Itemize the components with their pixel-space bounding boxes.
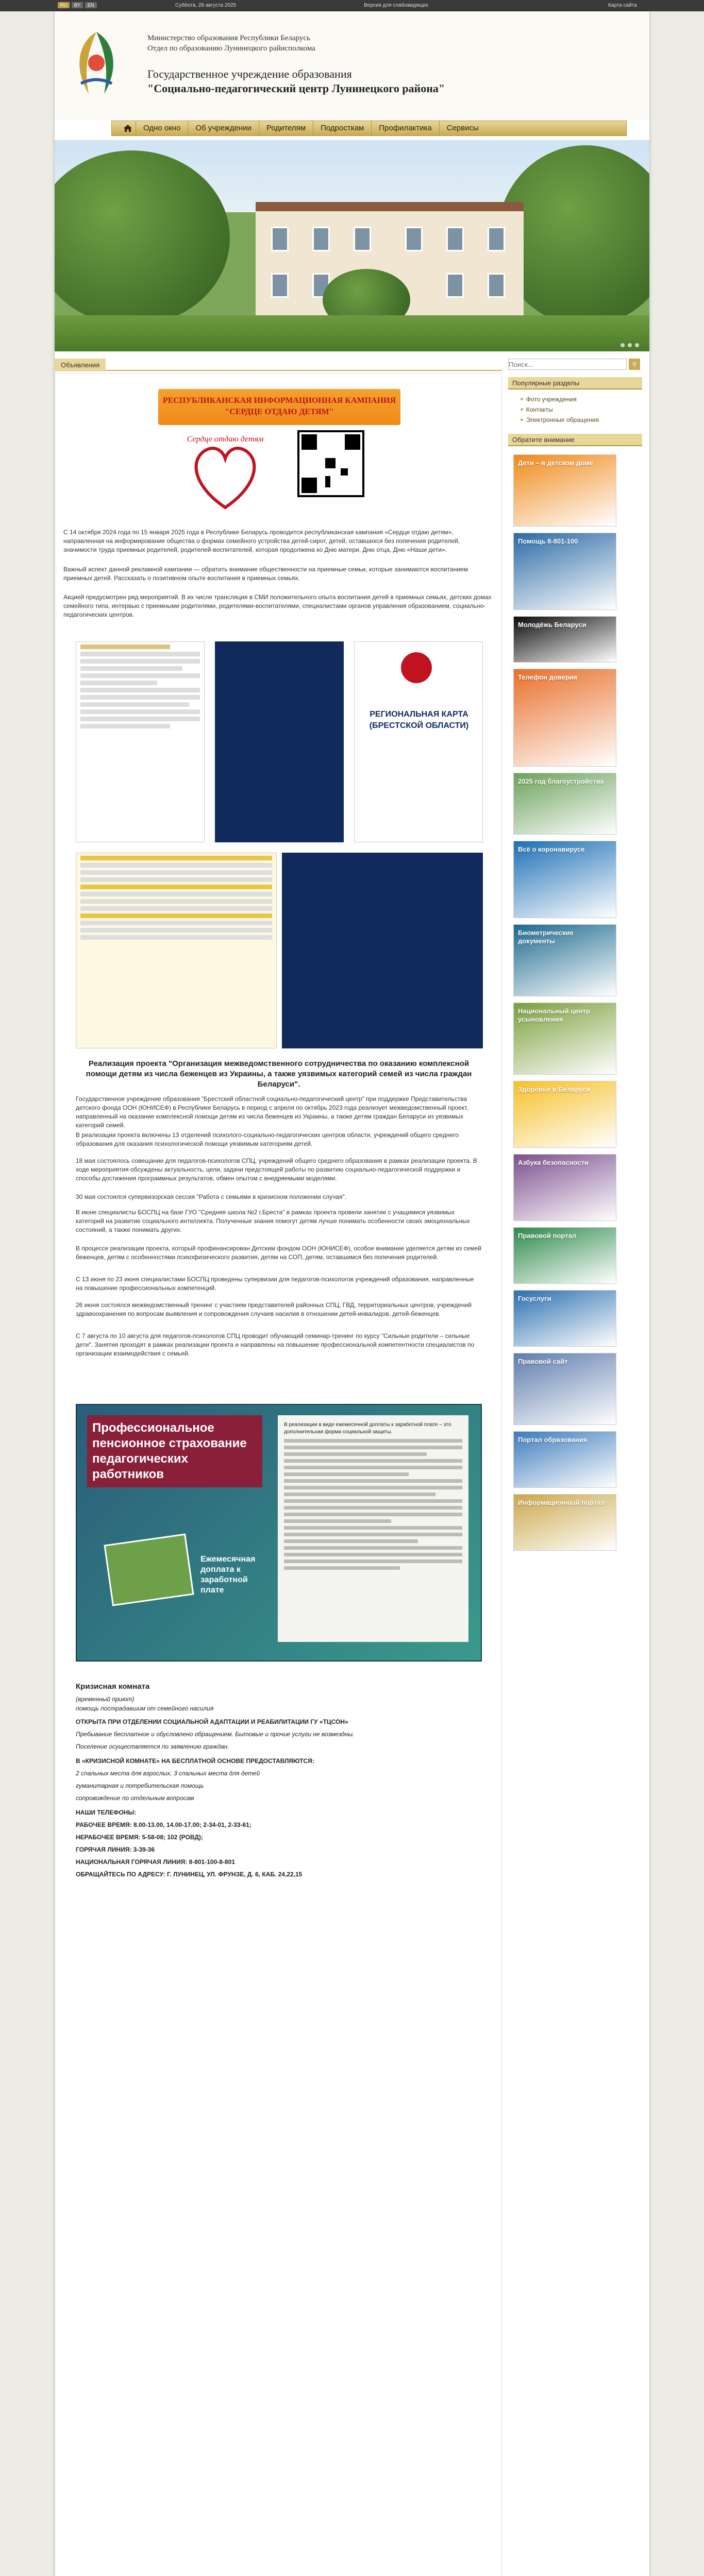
sidebar-banner[interactable] xyxy=(513,1353,616,1425)
sidebar-banner-label: Здоровье в Беларуси xyxy=(518,1086,591,1093)
crisis-heading: Кризисная комната xyxy=(76,1682,150,1691)
project-paragraph-2: В реализации проекта включены 13 отделений психолого-социально-педагогических центров области, учреждений общего среднего образования для оказания психологической помощи уязвимым категориям детей. xyxy=(76,1131,459,1147)
svg-text:Сердце отдаю детям: Сердце отдаю детям xyxy=(187,435,264,444)
low-vision-link[interactable]: Версия для слабовидящих xyxy=(364,3,429,8)
sidebar-banner-label: Телефон доверия xyxy=(518,673,578,681)
campaign-banner: РЕСПУБЛИКАНСКАЯ ИНФОРМАЦИОННАЯ КАМПАНИЯ "СЕРДЦЕ ОТДАЮ ДЕТЯМ" xyxy=(158,389,400,425)
sidebar-banner[interactable] xyxy=(513,454,616,527)
lang-by[interactable]: BY xyxy=(72,2,83,8)
lang-en[interactable]: EN xyxy=(85,2,97,8)
sidebar-banner[interactable] xyxy=(513,841,616,918)
sidebar-banner-label: Правовой портал xyxy=(518,1232,577,1240)
nav-one-window[interactable]: Одно окно xyxy=(136,121,188,135)
nav-services[interactable]: Сервисы xyxy=(439,121,486,135)
leaflet-contacts-2[interactable] xyxy=(215,641,344,842)
sidebar-banner-label: Азбука безопасности xyxy=(518,1159,589,1166)
ministry-name xyxy=(147,33,315,54)
project-paragraph-6: В процессе реализации проекта, который профинансирован Детским фондом ООН (ЮНИСЕФ), особое внимание уделяется детям из семей беженцев, детям с особенностями психофизического развития, детям на СОП, детям, оставшимся без попечения родителей. xyxy=(76,1245,481,1261)
sidebar-banner[interactable] xyxy=(513,1431,616,1488)
sidebar-banner-label: Госуслуги xyxy=(518,1295,551,1302)
campaign-paragraph-2: Важный аспект данной рекламной кампании — обратить внимание общественности на приемные семьи, которые занимаются воспитанием приемных детей. Рассказать о позитивном опыте воспитания в приемных семьях. xyxy=(63,566,468,582)
sidebar-banner[interactable] xyxy=(513,1081,616,1148)
sidebar-banner-label: Всё о коронавирусе xyxy=(518,845,585,853)
sidebar-banner[interactable] xyxy=(513,773,616,835)
sitemap-link[interactable]: Карта сайта xyxy=(608,3,637,8)
regional-map-leaflet[interactable] xyxy=(354,641,483,842)
nav-parents[interactable]: Родителям xyxy=(259,121,313,135)
project-paragraph-9: С 7 августа по 10 августа для педагогов-психологов СПЦ проводит обучающий семинар-тренинг по курсу "Сильные родители – сильные дети". Занятия проходят в рамках реализации проекта и направлены на повышение профессиональной компетентности специалистов по организации взаимодействия с семьей. xyxy=(76,1332,475,1357)
search-icon[interactable]: ⚲ xyxy=(629,359,640,370)
sidebar-banner-label: Национальный центр усыновления xyxy=(518,1007,590,1023)
nav-prevention[interactable]: Профилактика xyxy=(371,121,439,135)
qr-code[interactable] xyxy=(297,430,364,497)
popular-link-contacts[interactable]: ■ Контакты xyxy=(521,406,553,413)
institution-line-2: "Социально-педагогический центр Лунинецкого района" xyxy=(147,82,445,95)
ministry-line-2: Отдел по образованию Лунинецкого райисполкома xyxy=(147,44,315,53)
emblem-icon xyxy=(401,652,432,683)
sidebar-banner[interactable] xyxy=(513,1494,616,1551)
top-bar xyxy=(0,0,704,11)
leaflet-table-2[interactable] xyxy=(282,853,483,1048)
sidebar-banner[interactable] xyxy=(513,1290,616,1347)
nav-teens[interactable]: Подросткам xyxy=(313,121,371,135)
page xyxy=(55,11,649,2576)
sidebar-banner[interactable] xyxy=(513,616,616,663)
sidebar-banner-label: Информационный портал xyxy=(518,1499,605,1506)
project-title: Реализация проекта "Организация межведомственного сотрудничества по оказанию комплексной помощи детям из числа беженцев из Украины, а также уязвимых категорий семей из числа граждан Беларуси". xyxy=(86,1059,472,1089)
sidebar-banner-label: Биометрические документы xyxy=(518,929,574,945)
institution-name xyxy=(147,67,445,96)
sidebar-banner-label: Молодёжь Беларуси xyxy=(518,621,586,629)
poster-subtitle: Ежемесячная доплата к заработной плате xyxy=(200,1555,256,1595)
main-nav xyxy=(111,121,627,136)
leaflet-table-1[interactable] xyxy=(76,853,277,1048)
institution-logo[interactable] xyxy=(68,27,125,99)
popular-heading: Популярные разделы xyxy=(508,377,642,389)
project-paragraph-7: С 13 июня по 23 июня специалистами БОСПЦ проведены супервизии для педагогов-психологов учреждений образования, направленные на повышение профессиональных компетенций. xyxy=(76,1276,474,1292)
current-date: Суббота, 28 августа 2025 xyxy=(175,3,237,8)
leaflet-contacts-1[interactable] xyxy=(76,641,205,842)
pension-poster[interactable] xyxy=(76,1404,482,1662)
poster-title: Профессиональное пенсионное страхование педагогических работников xyxy=(87,1415,262,1487)
project-paragraph-5: В июне специалисты БОСПЦ на базе ГУО "Средняя школа №2 г.Бреста" в рамках проекта провели занятие с учащимися уязвимых категорий на развитие социального интеллекта. Полученные знания помогут детям лучше понимать особенности своих эмоциональных состояний, а также понимать других. xyxy=(76,1209,470,1233)
sidebar-banner[interactable] xyxy=(513,669,616,767)
site-header xyxy=(55,11,649,120)
project-paragraph-4: 30 мая состоялся супервизорская сессия "Работа с семьями в кризисном положении случая". xyxy=(76,1193,347,1200)
sidebar-banner-label: Правовой сайт xyxy=(518,1358,568,1365)
sidebar-banner-label: 2025 год благоустройства xyxy=(518,777,604,785)
institution-line-1: Государственное учреждение образования xyxy=(147,67,352,80)
popular-link-photo[interactable]: ■ Фото учреждения xyxy=(521,396,577,403)
sidebar-banner[interactable] xyxy=(513,533,616,610)
heart-illustration xyxy=(184,430,266,518)
sidebar-banner-label: Портал образования xyxy=(518,1436,588,1444)
project-paragraph-3: 18 мая состоялось совещание для педагогов-психологов СПЦ, учреждений общего среднего образования в рамках реализации проекта. В ходе мероприятия обсуждены актуальность, цели, задачи предстоящей работы по развитию социально-педагогической поддержки и способы достижения программных результатов, обмен опытом с внедряемыми моделями. xyxy=(76,1157,477,1182)
regional-map-title: РЕГИОНАЛЬНАЯ КАРТА (БРЕСТСКОЙ ОБЛАСТИ) xyxy=(369,710,469,730)
language-switcher xyxy=(58,2,97,8)
attention-heading: Обратите внимание xyxy=(508,434,642,446)
slider-dots[interactable] xyxy=(621,343,639,347)
project-paragraph-8: 26 июня состоялся межведомственный тренинг с участием представителей районных СПЦ, ГВД, территориальных центров, учреждений здравоохранения по вопросам выявления и сопровождения случаев насилия в отношении детей-инвалидов, детей-беженцев. xyxy=(76,1301,472,1317)
announcement-article xyxy=(55,373,502,2576)
money-icon xyxy=(104,1533,194,1606)
search-input[interactable] xyxy=(508,359,627,370)
ministry-line-1: Министерство образования Республики Беларусь xyxy=(147,34,310,42)
poster-text: В реализации в виде ежемесячной доплаты к заработной плате – это дополнительная форма социальной защиты. xyxy=(278,1415,468,1642)
hero-slider[interactable] xyxy=(55,140,649,351)
popular-link-appeals[interactable]: ■ Электронные обращения xyxy=(521,416,599,423)
sidebar-banner-label: Помощь 8-801-100 xyxy=(518,537,578,545)
sidebar-banner[interactable] xyxy=(513,1154,616,1221)
nav-about[interactable]: Об учреждении xyxy=(188,121,258,135)
campaign-paragraph-3: Акцией предусмотрен ряд мероприятий. В их числе трансляция в СМИ положительного опыта воспитания детей в приемных семьях, детских домах семейного типа, интервью с приемными родителями, родителями-воспитателями, специалистами органов управления образованием, социально-педагогических центров. xyxy=(63,594,492,618)
home-icon[interactable] xyxy=(120,122,136,134)
sidebar-banner[interactable] xyxy=(513,924,616,996)
sidebar-banner-label: Дети – в детском доме xyxy=(518,459,593,467)
lang-ru[interactable]: RU xyxy=(58,2,70,8)
campaign-paragraph-1: С 14 октября 2024 года по 15 января 2025 года в Республике Беларусь проводится республиканская кампания «Сердце отдаю детям», направленная на информирование общества о формах семейного устройства детей-сирот, детей, оставшихся без попечения родителей, значимости труда приемных родителей, родителей-воспитателей, которая продолжена ко Дню матери, Дню отца, Дню «Наши дети». xyxy=(63,529,460,553)
crisis-room-section: Кризисная комната (временный приют) помощь пострадавшим от семейного насилия ОТКРЫТА ПРИ ОТДЕЛЕНИИ СОЦИАЛЬНОЙ АДАПТАЦИИ И РЕАБИЛИТАЦИИ ГУ «ТЦСОН» Пребывание бесплатное и обусловлено обращением. Бытовые и прочие услуги не возмездны. Поселение осуществляется по заявлению граждан. В «КРИЗИСНОЙ КОМНАТЕ» НА БЕСПЛАТНОЙ ОСНОВЕ ПРЕДОСТАВЛЯЮТСЯ: 2 спальных места для взрослых, 3 спальных места для детей гуманитарная и потребительская помощь сопровождение по отдельным вопросам НАШИ ТЕЛЕФОНЫ: РАБОЧЕЕ ВРЕМЯ: 8.00-13.00, 14.00-17.00; 2-34-01, 2-33-61; НЕРАБОЧЕЕ ВРЕМЯ: 5-58-08; 102 (РОВД); ГОРЯЧАЯ ЛИНИЯ: 3-39-36 НАЦИОНАЛЬНАЯ ГОРЯЧАЯ ЛИНИЯ: 8-801-100-8-801 ОБРАЩАЙТЕСЬ ПО АДРЕСУ: Г. ЛУНИНЕЦ, УЛ. ФРУНЗЕ, Д. 6, КАБ. 24,22,15 xyxy=(76,1682,482,1879)
sidebar-banner[interactable] xyxy=(513,1227,616,1284)
tab-announcements[interactable]: Объявления xyxy=(55,359,106,371)
sidebar-banner[interactable] xyxy=(513,1003,616,1075)
project-paragraph-1: Государственное учреждение образования "Брестский областной социально-педагогический центр" при поддержке Представительства детского фонда ООН (ЮНИСЕФ) в Республике Беларусь в период с апреля по октябрь 2023 года реализует межведомственный проект, направленный на оказание комплексной помощи детям из числа беженцев из Украины, а также детям граждан Беларуси из уязвимых категорий семей. xyxy=(76,1095,468,1129)
